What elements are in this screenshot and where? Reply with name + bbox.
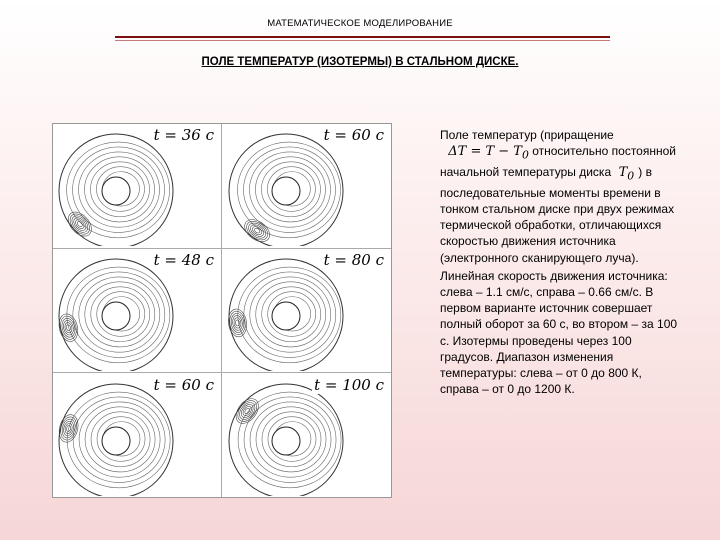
isotherm-panel bbox=[224, 375, 390, 496]
time-label: t = 60 c bbox=[323, 126, 384, 144]
time-label: t = 60 c bbox=[153, 376, 214, 394]
t0-formula: $T_0$ bbox=[618, 165, 635, 183]
description-paragraph-2: Линейная скорость движения источника: слева – 1.1 см/с, справа – 0.66 см/с. В первом варианте источник совершает полный оборот за 60 с, во втором – за 100 с. Изотермы проведены через 100 градусов. Диапазон изменения температуры: слева – от 0 до 800 К, справа – от 0 до 1200 К. bbox=[440, 268, 678, 397]
description-p1-end: ) в последовательные моменты времени в тонком стальном диске при двух режимах термической обработки, отличающихся скоростью движения источника (электронного сканирующего луча). bbox=[440, 165, 675, 265]
figure-divider-horizontal bbox=[53, 248, 391, 249]
isotherm-panel bbox=[224, 125, 390, 246]
time-label: t = 80 c bbox=[323, 251, 384, 269]
figure-divider-horizontal bbox=[53, 372, 391, 373]
section-header: МАТЕМАТИЧЕСКОЕ МОДЕЛИРОВАНИЕ bbox=[267, 18, 453, 29]
time-label: t = 100 c bbox=[314, 376, 384, 394]
delta-t-formula: $\Delta T = T - T_0$ bbox=[448, 144, 529, 162]
isotherm-figure bbox=[52, 123, 392, 498]
description-text bbox=[440, 127, 680, 399]
header-rule bbox=[115, 36, 610, 38]
isotherm-panel bbox=[54, 250, 220, 371]
isotherm-panel bbox=[224, 250, 390, 371]
header-rule-thin bbox=[115, 40, 610, 41]
figure-divider-vertical bbox=[221, 124, 222, 497]
time-label: t = 48 c bbox=[153, 251, 214, 269]
isotherm-panel bbox=[54, 125, 220, 246]
description-p1-mid: относительно постоянной начальной температуры диска bbox=[440, 144, 676, 179]
time-label: t = 36 c bbox=[153, 126, 214, 144]
isotherm-panel bbox=[54, 375, 220, 496]
slide-title: ПОЛЕ ТЕМПЕРАТУР (ИЗОТЕРМЫ) В СТАЛЬНОМ ДИСКЕ. bbox=[201, 56, 519, 68]
description-paragraph-1 bbox=[440, 127, 680, 266]
description-p1-start: Поле температур (приращение bbox=[440, 128, 614, 142]
